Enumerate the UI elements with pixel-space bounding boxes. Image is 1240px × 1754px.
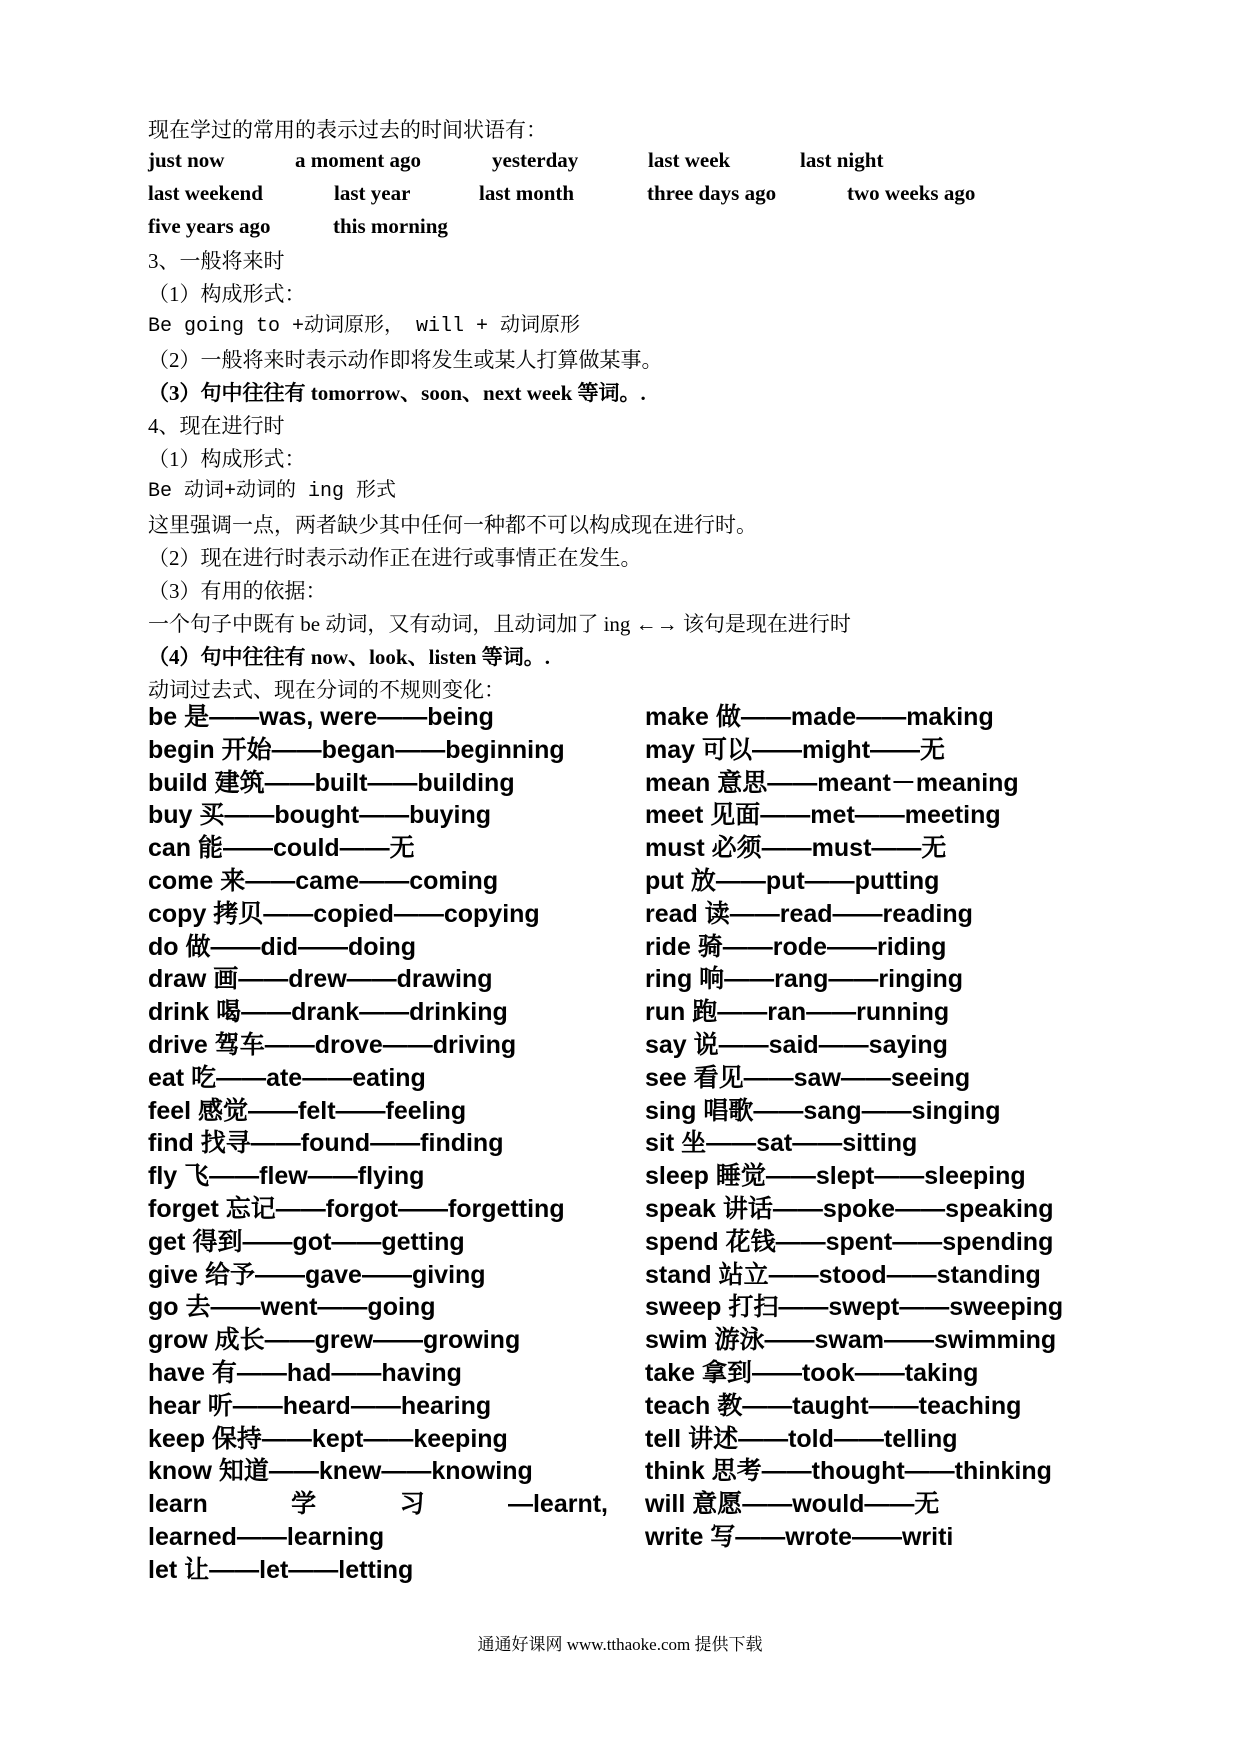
verb-entry: put 放——put——putting: [645, 866, 940, 895]
verb-entry: keep 保持——kept——keeping: [148, 1424, 508, 1453]
progressive-basis-label: （3）有用的依据：: [148, 579, 327, 603]
verb-entry: must 必须——must——无: [645, 834, 947, 863]
verb-entry: draw 画——drew——drawing: [148, 965, 493, 994]
adverbial-item: yesterday: [492, 148, 579, 172]
verb-entry: come 来——came——coming: [148, 866, 499, 895]
verb-entry: drive 驾车——drove——driving: [148, 1030, 517, 1059]
adverbial-item: five years ago: [148, 214, 271, 238]
verb-entry: buy 买——bought——buying: [148, 801, 492, 830]
adverbial-item: three days ago: [647, 181, 777, 205]
verb-learn-part: 习: [399, 1490, 425, 1519]
verb-learn-part: 学: [291, 1490, 317, 1519]
verb-entry: give 给予——gave——giving: [148, 1260, 486, 1289]
adverbial-item: last month: [479, 181, 575, 205]
future-form-label: （1）构成形式：: [148, 282, 306, 306]
verb-entry: make 做——made——making: [645, 703, 994, 731]
adverbial-item: last week: [648, 148, 731, 172]
future-form: Be going to +动词原形， will + 动词原形: [148, 315, 581, 338]
progressive-usage: （2）现在进行时表示动作正在进行或事情正在发生。: [148, 546, 642, 570]
verb-entry: run 跑——ran——running: [645, 998, 950, 1027]
verb-entry: take 拿到——took——taking: [645, 1358, 979, 1387]
verb-entry: see 看见——saw——seeing: [645, 1063, 971, 1092]
verb-entry: mean 意思——meant－meaning: [645, 768, 1019, 797]
verb-entry: sit 坐——sat——sitting: [645, 1129, 918, 1158]
verb-entry: know 知道——knew——knowing: [148, 1457, 533, 1486]
adverbial-item: just now: [148, 148, 225, 172]
verb-entry: ring 响——rang——ringing: [645, 965, 964, 994]
verb-entry: hear 听——heard——hearing: [148, 1391, 492, 1420]
verb-entry: begin 开始——began——beginning: [148, 735, 565, 764]
page-footer: 通通好课网 www.tthaoke.com 提供下载: [477, 1635, 763, 1654]
verb-entry: be 是——was, were——being: [148, 703, 494, 731]
verb-entry: sweep 打扫——swept——sweeping: [645, 1293, 1064, 1322]
verb-entry: drink 喝——drank——drinking: [148, 998, 508, 1027]
progressive-heading: 4、现在进行时: [148, 414, 285, 438]
verb-entry: have 有——had——having: [148, 1358, 462, 1387]
progressive-basis: 一个句子中既有 be 动词，又有动词，且动词加了 ing ←→ 该句是现在进行时: [148, 612, 851, 636]
verb-entry: get 得到——got——getting: [148, 1227, 465, 1256]
adverbial-item: this morning: [333, 214, 448, 238]
verb-entry: will 意愿——would——无: [645, 1490, 940, 1519]
adverbial-item: two weeks ago: [847, 181, 976, 205]
verb-entry: learned——learning: [148, 1522, 385, 1551]
verb-list-left: [148, 701, 608, 1587]
verb-entry: meet 见面——met——meeting: [645, 801, 1001, 830]
adverbial-item: last weekend: [148, 181, 263, 205]
progressive-form: Be 动词+动词的 ing 形式: [148, 480, 397, 503]
future-usage: （2）一般将来时表示动作即将发生或某人打算做某事。: [148, 348, 663, 372]
verb-entry: swim 游泳——swam——swimming: [645, 1326, 1057, 1355]
verb-entry: tell 讲述——told——telling: [645, 1424, 958, 1453]
verb-entry: may 可以——might——无: [645, 735, 946, 764]
verb-entry: copy 拷贝——copied——copying: [148, 899, 540, 928]
verb-entry: go 去——went——going: [148, 1293, 436, 1322]
verb-entry: spend 花钱——spent——spending: [645, 1227, 1054, 1256]
verb-learn-part: —learnt,: [507, 1490, 608, 1519]
verb-entry: let 让——let——letting: [148, 1555, 414, 1584]
verb-entry: sleep 睡觉——slept——sleeping: [645, 1162, 1026, 1191]
future-heading: 3、一般将来时: [148, 249, 285, 273]
verb-entry: find 找寻——found——finding: [148, 1129, 504, 1158]
progressive-note: 这里强调一点，两者缺少其中任何一种都不可以构成现在进行时。: [148, 513, 757, 537]
verb-entry: grow 成长——grew——growing: [148, 1326, 521, 1355]
verb-entry: fly 飞——flew——flying: [148, 1162, 425, 1191]
verb-entry: write 写——wrote——writi: [645, 1522, 954, 1551]
verb-entry: eat 吃——ate——eating: [148, 1063, 426, 1092]
verb-entry: do 做——did——doing: [148, 932, 417, 961]
verb-entry: feel 感觉——felt——feeling: [148, 1096, 467, 1125]
verb-learn-part: learn: [148, 1490, 208, 1519]
verb-list-right: [645, 701, 1105, 1554]
verb-entry-learn: [148, 1488, 608, 1521]
verb-entry: stand 站立——stood——standing: [645, 1260, 1041, 1289]
progressive-signals: （4）句中往往有 now、look、listen 等词。.: [148, 645, 550, 669]
progressive-form-label: （1）构成形式：: [148, 447, 306, 471]
verb-entry: build 建筑——built——building: [148, 768, 515, 797]
adverbial-item: last night: [800, 148, 884, 172]
irregular-heading: 动词过去式、现在分词的不规则变化：: [148, 678, 505, 702]
verb-entry: read 读——read——reading: [645, 899, 973, 928]
verb-entry: think 思考——thought——thinking: [645, 1457, 1052, 1486]
verb-entry: teach 教——taught——teaching: [645, 1391, 1022, 1420]
verb-entry: can 能——could——无: [148, 834, 415, 863]
verb-entry: ride 骑——rode——riding: [645, 932, 947, 961]
verb-entry: sing 唱歌——sang——singing: [645, 1096, 1001, 1125]
adverbials-heading: 现在学过的常用的表示过去的时间状语有：: [148, 118, 547, 142]
adverbial-item: last year: [334, 181, 411, 205]
verb-entry: forget 忘记——forgot——forgetting: [148, 1194, 565, 1223]
future-signals: （3）句中往往有 tomorrow、soon、next week 等词。.: [148, 381, 646, 405]
adverbial-item: a moment ago: [295, 148, 421, 172]
verb-entry: say 说——said——saying: [645, 1030, 948, 1059]
verb-entry: speak 讲话——spoke——speaking: [645, 1194, 1054, 1223]
